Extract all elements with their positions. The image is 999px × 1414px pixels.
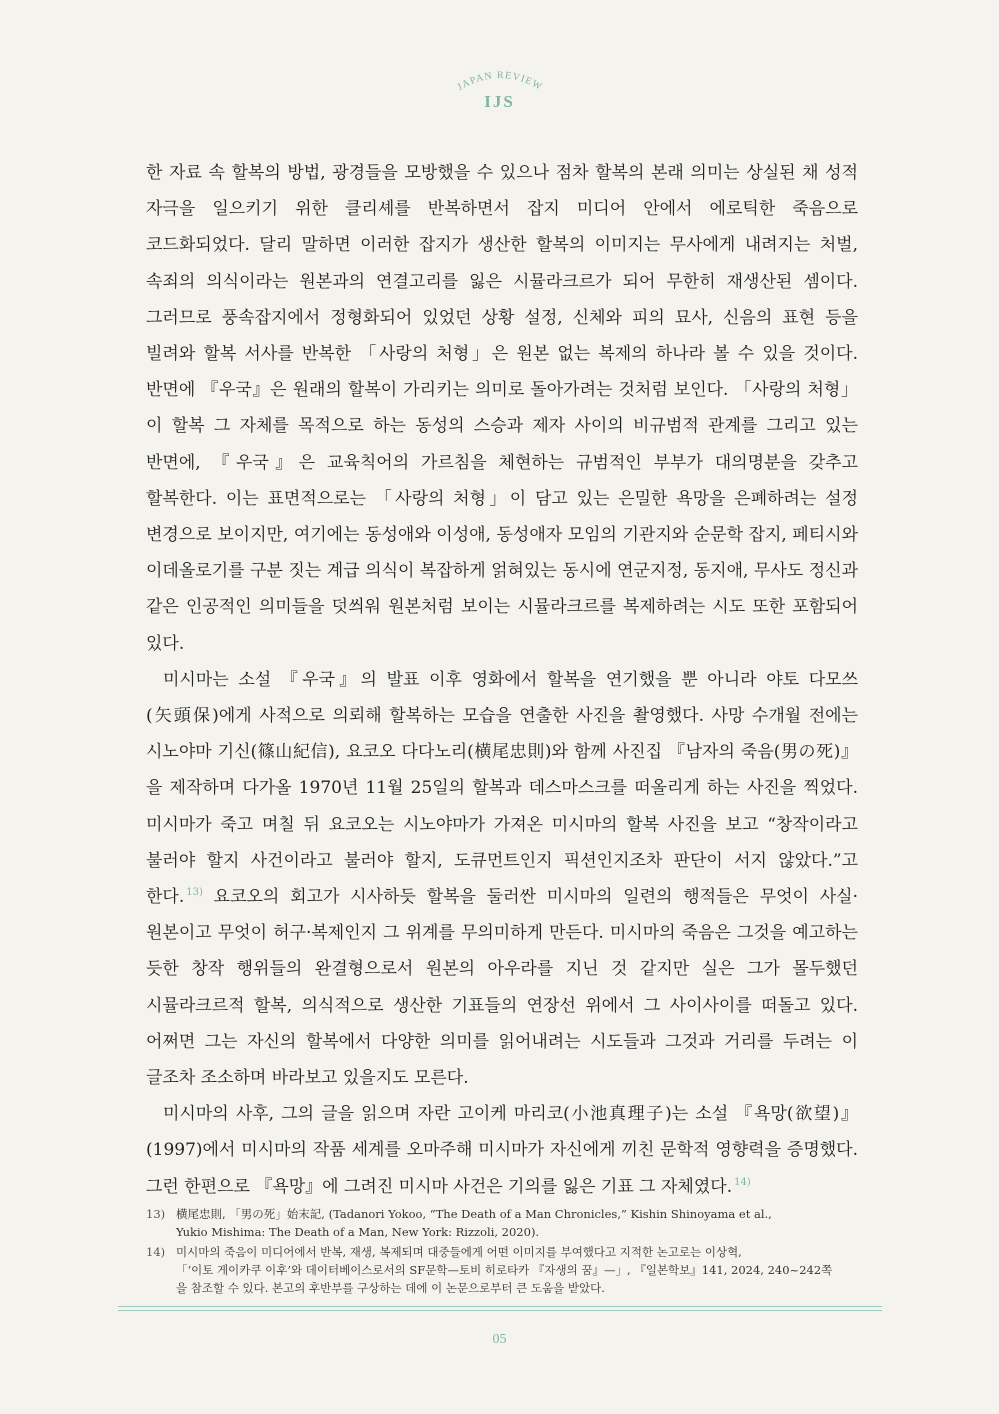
footnote-line: 「‘이토 게이카쿠 이후’와 데이터베이스로서의 SF문학—토비 히로타카 『자생의 꿈』—」, 『일본학보』141, 2024, 240~242쪽	[176, 1263, 833, 1277]
svg-text:JAPAN REVIEW	[455, 70, 544, 93]
footnote-ref-14[interactable]: 14)	[734, 1177, 751, 1189]
footnote-text	[176, 1205, 858, 1241]
journal-mark: IJS	[484, 92, 515, 111]
footnote-line: 을 참조할 수 있다. 본고의 후반부를 구상하는 데에 이 논문으로부터 큰 도움을 받았다.	[176, 1281, 605, 1295]
footnote-number: 13)	[146, 1207, 166, 1221]
paragraph-2-text: 미시마는 소설 『우국』의 발표 이후 영화에서 할복을 연기했을 뿐 아니라 야토 다모쓰(矢頭保)에게 사적으로 의뢰해 할복하는 모습을 연출한 사진을 촬영했다. 사망 수개월 전에는 시노야마 기신(篠山紀信), 요코오 다다노리(横尾忠則)와 함께 사진집 『남자의 죽음(男の死)』을 제작하며 다가올 1970년 11월 25일의 할복과 데스마스크를 떠올리게 하는 사진을 찍었다. 미시마가 죽고 며칠 뒤 요코오는 시노야마가 가져온 미시마의 할복 사진을 보고 “창작이라고 불러야 할지 사건이라고 불러야 할지, 도큐먼트인지 픽션인지조차 판단이 서지 않았다.”고 한다.	[146, 669, 858, 908]
footnote-line: 横尾忠則, 「男の死」始末記, (Tadanori Yokoo, “The Death of a Man Chronicles,” Kishin Shinoyama et al.,	[176, 1207, 772, 1221]
footnote-ref-13[interactable]: 13)	[186, 887, 203, 899]
page-number: 05	[492, 1332, 507, 1347]
paragraph-3	[146, 1096, 858, 1205]
footnote-text	[176, 1243, 858, 1297]
paragraph-3-text: 미시마의 사후, 그의 글을 읽으며 자란 고이케 마리코(小池真理子)는 소설 『욕망(欲望)』(1997)에서 미시마의 작품 세계를 오마주해 미시마가 자신에게 끼친 문학적 영향력을 증명했다. 그런 한편으로 『욕망』에 그려진 미시마 사건은 기의를 잃은 기표 그 자체였다.	[146, 1104, 858, 1197]
footnote-14	[146, 1243, 858, 1297]
footnote-number: 14)	[146, 1245, 166, 1259]
article-body	[146, 155, 858, 1205]
paragraph-2	[146, 662, 858, 1096]
footer-rule-top	[118, 1306, 882, 1307]
footnote-line: Yukio Mishima: The Death of a Man, New York: Rizzoli, 2020).	[176, 1225, 540, 1239]
footer-rule-bottom	[118, 1310, 882, 1311]
paragraph-1: 한 자료 속 할복의 방법, 광경들을 모방했을 수 있으나 점차 할복의 본래 의미는 상실된 채 성적 자극을 일으키기 위한 클리셰를 반복하면서 잡지 미디어 안에서 에로틱한 죽음으로 코드화되었다. 달리 말하면 이러한 잡지가 생산한 할복의 이미지는 무사에게 내려지는 처벌, 속죄의 의식이라는 원본과의 연결고리를 잃은 시뮬라크르가 되어 무한히 재생산된 셈이다. 그러므로 풍속잡지에서 정형화되어 있었던 상황 설정, 신체와 피의 묘사, 신음의 표현 등을 빌려와 할복 서사를 반복한 「사랑의 처형」은 원본 없는 복제의 하나라 볼 수 있을 것이다. 반면에 『우국』은 원래의 할복이 가리키는 의미로 돌아가려는 것처럼 보인다. 「사랑의 처형」이 할복 그 자체를 목적으로 하는 동성의 스승과 제자 사이의 비규범적 관계를 그리고 있는 반면에, 『우국』은 교육칙어의 가르침을 체현하는 규범적인 부부가 대의명분을 갖추고 할복한다. 이는 표면적으로는 「사랑의 처형」이 담고 있는 은밀한 욕망을 은폐하려는 설정 변경으로 보이지만, 여기에는 동성애와 이성애, 동성애자 모임의 기관지와 순문학 잡지, 페티시와 이데올로기를 구분 짓는 계급 의식이 복잡하게 얽혀있는 동시에 연군지정, 동지애, 무사도 정신과 같은 인공적인 의미들을 덧씌워 원본처럼 보이는 시뮬라크르를 복제하려는 시도 또한 포함되어 있다.	[146, 163, 858, 654]
paragraph-2-continued: 요코오의 회고가 시사하듯 할복을 둘러싼 미시마의 일련의 행적들은 무엇이 사실·원본이고 무엇이 허구·복제인지 그 위계를 무의미하게 만든다. 미시마의 죽음은 그것을 예고하는 듯한 창작 행위들의 완결형으로서 원본의 아우라를 지닌 것 같지만 실은 그가 몰두했던 시뮬라크르적 할복, 의식적으로 생산한 기표들의 연장선 위에서 그 사이사이를 떠돌고 있다. 어쩌면 그는 자신의 할복에서 다양한 의미를 읽어내려는 시도들과 그것과 거리를 두려는 이 글조차 조소하며 바라보고 있을지도 모른다.	[146, 887, 858, 1089]
footnotes	[146, 1205, 858, 1299]
footnote-line: 미시마의 죽음이 미디어에서 반복, 재생, 복제되며 대중들에게 어떤 이미지를 부여했다고 지적한 논고로는 이상혁,	[176, 1245, 742, 1259]
footnote-13	[146, 1205, 858, 1241]
journal-logo	[0, 58, 999, 112]
journal-arc-text: JAPAN REVIEW	[454, 69, 544, 93]
